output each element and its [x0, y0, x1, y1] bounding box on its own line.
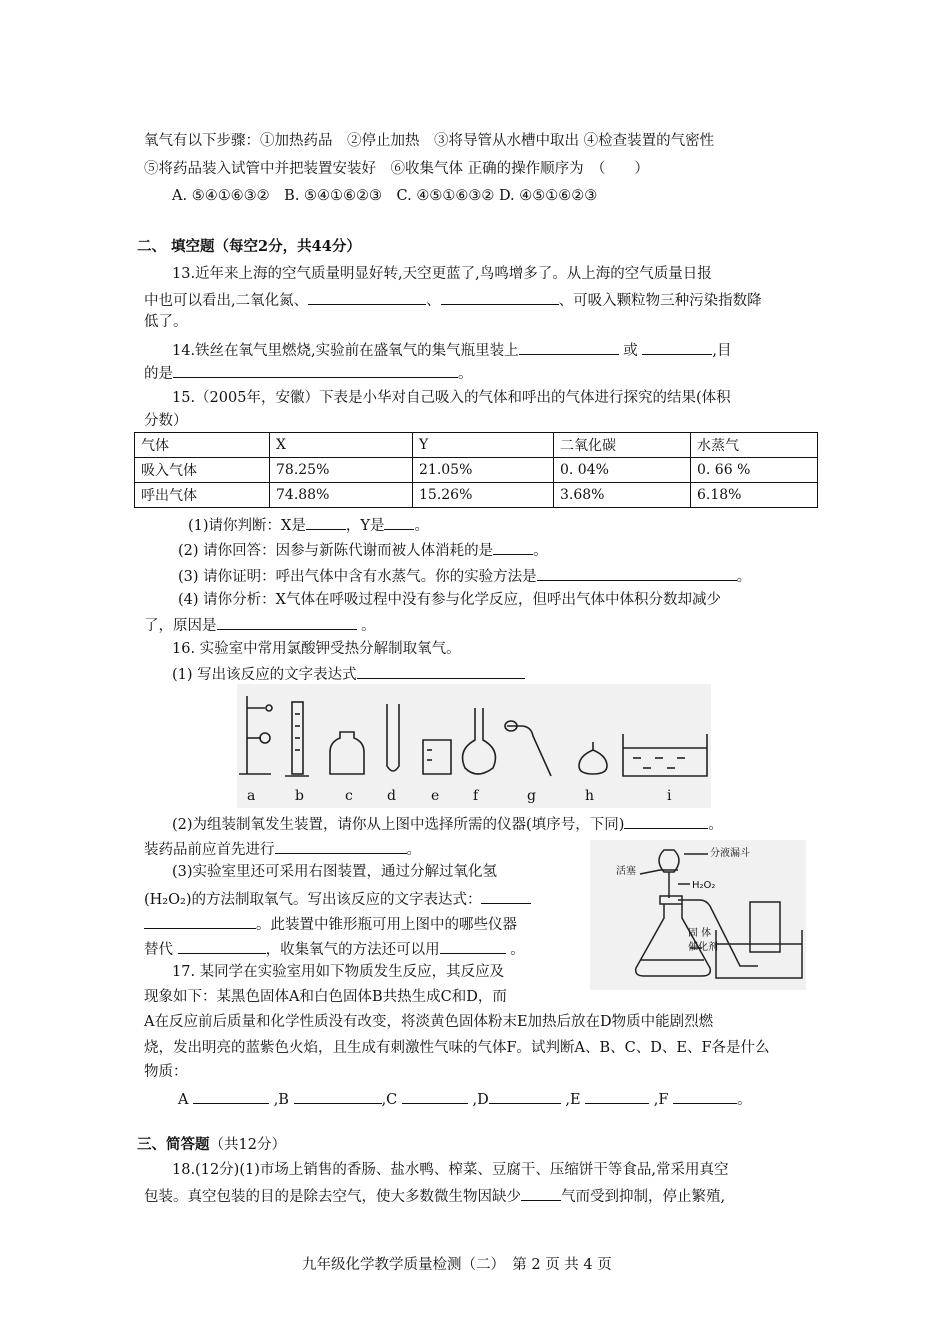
apparatus-figure	[237, 684, 711, 808]
q15-blank-4[interactable]	[217, 614, 357, 630]
label-h: h	[585, 788, 595, 804]
label-h2o2: H₂O₂	[692, 880, 716, 891]
q15-table	[134, 432, 818, 508]
table-cell: 74.88%	[270, 483, 413, 508]
table-row	[135, 483, 818, 508]
table-cell: 气体	[135, 433, 270, 458]
label-e: e	[431, 788, 440, 804]
q16-blank-6[interactable]	[440, 938, 506, 954]
table-cell: 21.05%	[413, 458, 554, 483]
label-a: a	[247, 788, 256, 804]
label-d: d	[387, 788, 396, 804]
q15-sub4-line1: (4) 请你分析：X气体在呼吸过程中没有参与化学反应，但呼出气体中体积分数却减少	[178, 592, 721, 608]
q14-blank-3[interactable]	[173, 362, 458, 378]
q16-sub3-line2: (H₂O₂)的方法制取氧气。写出该反应的文字表达式：	[144, 888, 531, 910]
q17-blank-f[interactable]	[673, 1088, 737, 1104]
table-header-row	[135, 433, 818, 458]
q15-line2: 分数）	[144, 413, 188, 429]
q12-line1: 氧气有以下步骤：①加热药品 ②停止加热 ③将导管从水槽中取出 ④检查装置的气密性	[144, 133, 715, 149]
q12-options: A. ⑤④①⑥③② B. ⑤④①⑥②③ C. ④⑤①⑥③② D. ④⑤①⑥②③	[172, 188, 598, 204]
q17-line4: 烧，发出明亮的蓝紫色火焰，且生成有刺激性气味的气体F。试判断A、B、C、D、E、F各是什么	[144, 1040, 770, 1056]
label-valve: 活塞	[616, 866, 636, 877]
label-catalyst: 催化剂	[688, 942, 718, 953]
label-solid: 固 体	[688, 928, 712, 939]
q17-blank-e[interactable]	[585, 1088, 649, 1104]
q14-line1: 14.铁丝在氧气里燃烧,实验前在盛氧气的集气瓶里装上 或 ,目	[172, 339, 732, 361]
q17-blank-a[interactable]	[193, 1088, 269, 1104]
page-footer: 九年级化学教学质量检测（二） 第 2 页 共 4 页	[302, 1257, 612, 1273]
q18-blank-1[interactable]	[521, 1185, 561, 1201]
table-cell: 78.25%	[270, 458, 413, 483]
label-funnel: 分液漏斗	[710, 848, 750, 859]
q15-sub4-line2: 了，原因是 。	[144, 614, 376, 636]
q17-line2: 现象如下：某黑色固体A和白色固体B共热生成C和D，而	[144, 989, 507, 1005]
h2o2-apparatus-figure	[590, 840, 806, 990]
q13-line2: 中也可以看出,二氧化氮、 、 、可吸入颗粒物三种污染指数降	[144, 289, 762, 311]
q14-blank-1[interactable]	[519, 339, 619, 355]
q15-blank-y[interactable]	[384, 514, 414, 530]
table-cell: 6.18%	[691, 483, 818, 508]
table-cell: 水蒸气	[691, 433, 818, 458]
label-g: g	[527, 788, 536, 804]
q14-blank-2[interactable]	[642, 339, 712, 355]
label-b: b	[295, 788, 304, 804]
q18-line1: 18.(12分)(1)市场上销售的香肠、盐水鸭、榨菜、豆腐干、压缩饼干等食品,常采用真空	[172, 1162, 729, 1178]
table-cell: 吸入气体	[135, 458, 270, 483]
label-i: i	[667, 788, 672, 804]
q16-sub3-line1: (3)实验室里还可采用右图装置，通过分解过氧化氢	[172, 864, 498, 880]
section3-title: 三、简答题（共12分）	[137, 1136, 286, 1153]
q15-blank-x[interactable]	[306, 514, 346, 530]
table-cell: 15.26%	[413, 483, 554, 508]
q13-blank-2[interactable]	[441, 289, 559, 305]
q16-blank-4b[interactable]	[144, 913, 256, 929]
table-cell: Y	[413, 433, 554, 458]
q16-sub3-line3: 。此装置中锥形瓶可用上图中的哪些仪器	[144, 913, 517, 935]
table-cell: 0. 66 %	[691, 458, 818, 483]
q17-line5: 物质：	[144, 1064, 188, 1080]
q13-line1: 13.近年来上海的空气质量明显好转,天空更蓝了,鸟鸣增多了。从上海的空气质量日报	[172, 266, 712, 282]
q17-blank-d[interactable]	[489, 1088, 561, 1104]
q17-line3: A在反应前后质量和化学性质没有改变，将淡黄色固体粉末E加热后放在D物质中能剧烈燃	[144, 1014, 714, 1030]
q14-line2: 的是 。	[144, 362, 473, 384]
q16-blank-4a[interactable]	[481, 888, 531, 904]
q16-blank-2[interactable]	[624, 813, 708, 829]
q16-sub1: (1) 写出该反应的文字表达式	[172, 663, 525, 685]
q16-blank-5[interactable]	[178, 938, 266, 954]
q15-sub3: (3) 请你证明：呼出气体中含有水蒸气。你的实验方法是 。	[178, 565, 751, 587]
q17-line1: 17. 某同学在实验室用如下物质发生反应，其反应及	[172, 964, 505, 980]
q17-blank-b[interactable]	[294, 1088, 382, 1104]
q16-sub2-line1: (2)为组装制氧发生装置，请你从上图中选择所需的仪器(填序号，下同) 。	[172, 813, 723, 835]
q15-blank-3[interactable]	[537, 565, 737, 581]
q18-line2: 包装。真空包装的目的是除去空气，使大多数微生物因缺少 气而受到抑制，停止繁殖,	[144, 1185, 725, 1207]
q15-sub1: (1)请你判断：X是 ，Y是 。	[188, 514, 429, 536]
table-row	[135, 458, 818, 483]
q16-blank-3[interactable]	[275, 838, 407, 854]
q16-line1: 16. 实验室中常用氯酸钾受热分解制取氧气。	[172, 641, 461, 657]
table-cell: X	[270, 433, 413, 458]
q15-sub2: (2) 请你回答：因参与新陈代谢而被人体消耗的是 。	[178, 539, 548, 561]
q15-blank-2[interactable]	[493, 539, 533, 555]
table-cell: 3.68%	[554, 483, 691, 508]
table-cell: 0. 04%	[554, 458, 691, 483]
q13-blank-1[interactable]	[308, 289, 426, 305]
q16-sub2-line2: 装药品前应首先进行 。	[144, 838, 421, 860]
q17-answers: A ,B ,C ,D ,E ,F 。	[178, 1088, 752, 1110]
label-c: c	[345, 788, 353, 804]
section2-title: 二、 填空题（每空2分，共44分）	[137, 238, 361, 255]
q17-blank-c[interactable]	[402, 1088, 468, 1104]
q12-line2: ⑤将药品装入试管中并把装置安装好 ⑥收集气体 正确的操作顺序为 （ ）	[144, 161, 649, 177]
q13-line3: 低了。	[144, 314, 188, 330]
q15-line1: 15.（2005年，安徽）下表是小华对自己吸入的气体和呼出的气体进行探究的结果(体积	[172, 390, 731, 406]
q16-sub3-line4: 替代 ，收集氧气的方法还可以用 。	[144, 938, 525, 960]
table-cell: 二氧化碳	[554, 433, 691, 458]
label-f: f	[473, 788, 479, 804]
table-cell: 呼出气体	[135, 483, 270, 508]
q16-blank-1[interactable]	[357, 663, 525, 679]
